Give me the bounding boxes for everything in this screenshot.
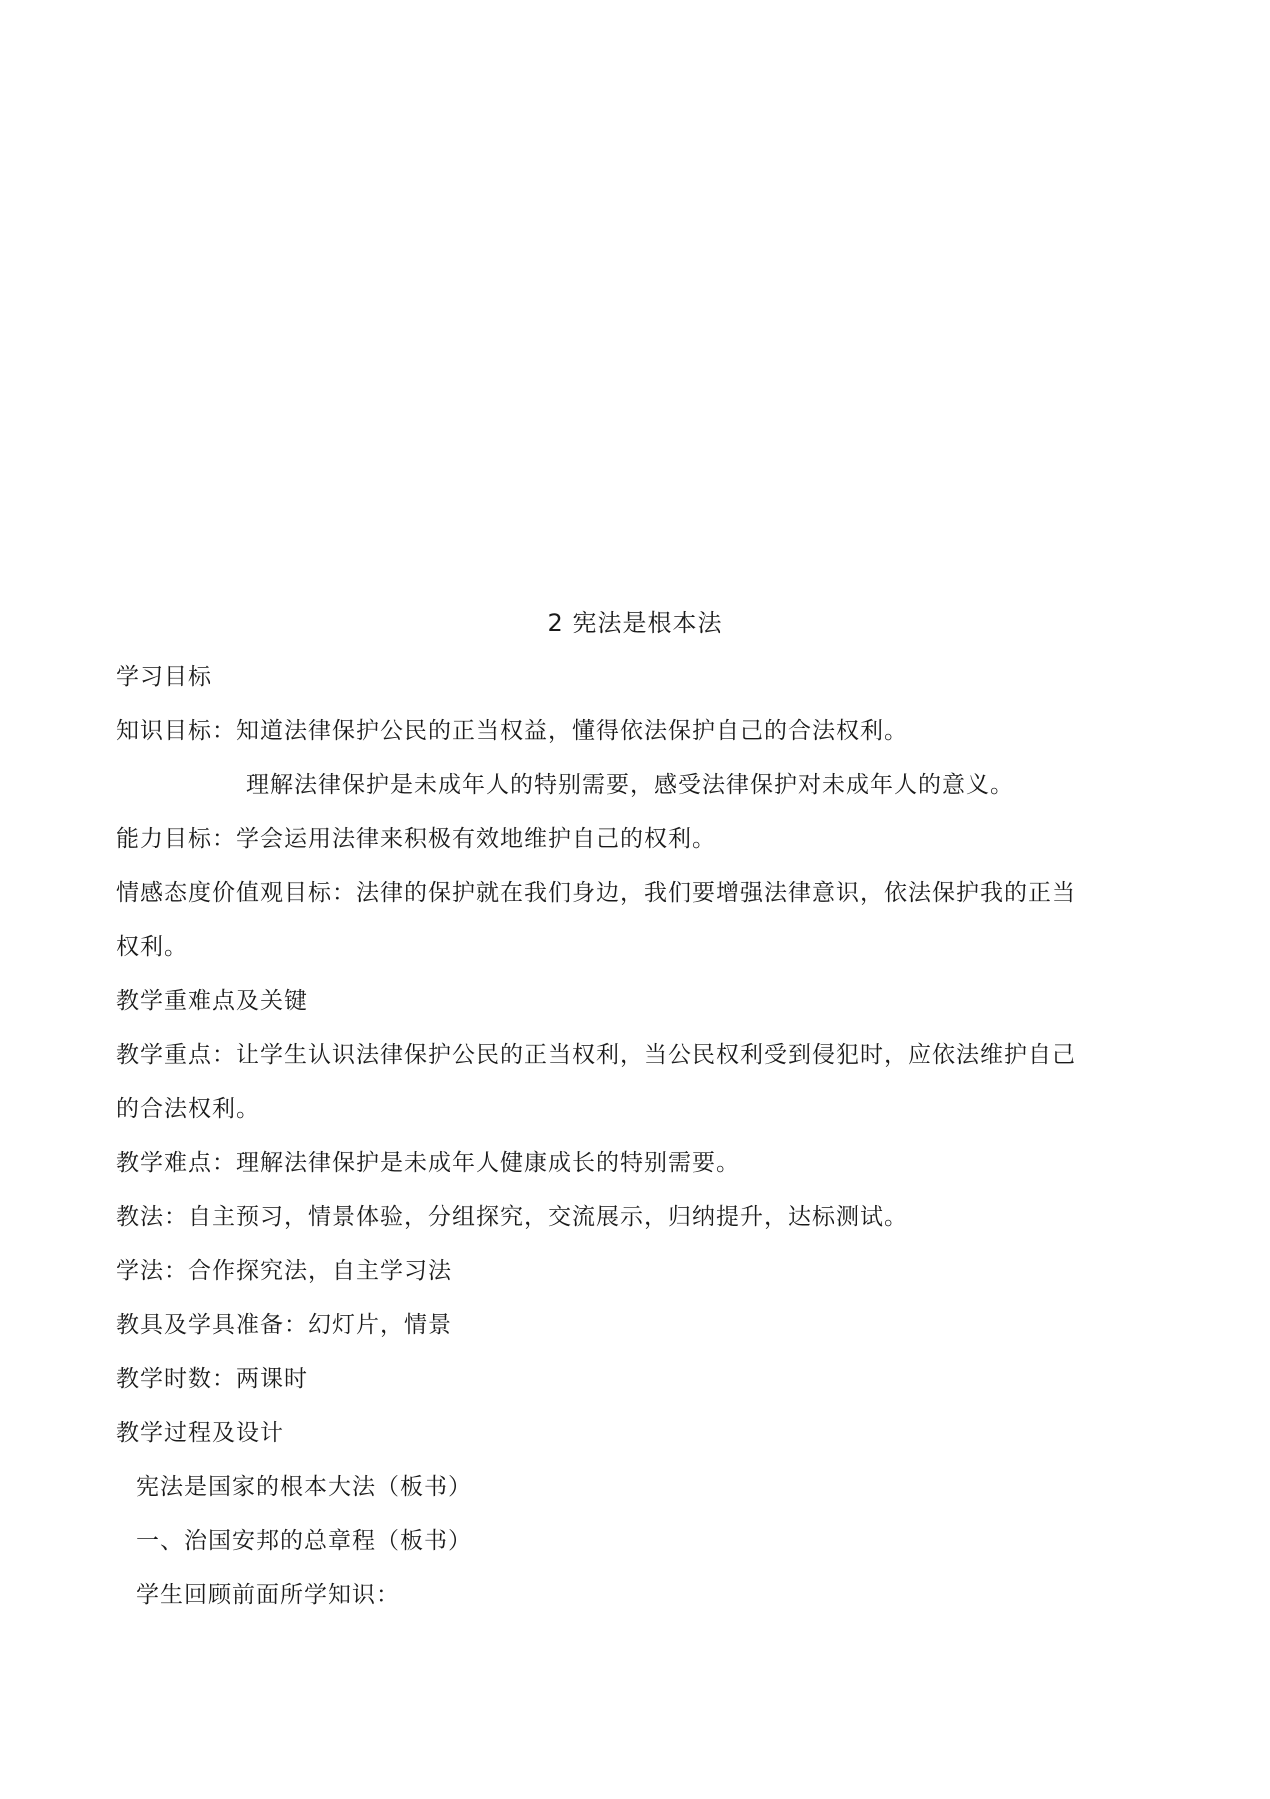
paragraph-teaching-focus-continued: 的合法权利。	[116, 1096, 260, 1122]
paragraph-teaching-difficulty: 教学难点：理解法律保护是未成年人健康成长的特别需要。	[116, 1150, 740, 1176]
paragraph-teaching-focus: 教学重点：让学生认识法律保护公民的正当权利，当公民权利受到侵犯时，应依法维护自己	[116, 1042, 1076, 1068]
paragraph-teaching-methods: 教法：自主预习，情景体验，分组探究，交流展示，归纳提升，达标测试。	[116, 1204, 908, 1230]
board-note-constitution: 宪法是国家的根本大法（板书）	[136, 1474, 472, 1500]
document-title: 2 宪法是根本法	[547, 609, 723, 637]
paragraph-teaching-aids: 教具及学具准备：幻灯片，情景	[116, 1312, 452, 1338]
paragraph-knowledge-goal: 知识目标：知道法律保护公民的正当权益，懂得依法保护自己的合法权利。	[116, 718, 908, 744]
board-note-section-one: 一、治国安邦的总章程（板书）	[136, 1528, 472, 1554]
paragraph-knowledge-goal-continued: 理解法律保护是未成年人的特别需要，感受法律保护对未成年人的意义。	[246, 772, 1014, 798]
document-body	[116, 660, 1096, 1632]
paragraph-emotion-goal: 情感态度价值观目标：法律的保护就在我们身边，我们要增强法律意识，依法保护我的正当	[116, 880, 1076, 906]
paragraph-class-hours: 教学时数：两课时	[116, 1366, 308, 1392]
paragraph-ability-goal: 能力目标：学会运用法律来积极有效地维护自己的权利。	[116, 826, 716, 852]
paragraph-emotion-goal-continued: 权利。	[116, 934, 188, 960]
section-heading-teaching-process: 教学过程及设计	[116, 1420, 284, 1446]
paragraph-learning-methods: 学法：合作探究法，自主学习法	[116, 1258, 452, 1284]
paragraph-student-review: 学生回顾前面所学知识：	[136, 1582, 400, 1608]
section-heading-key-points: 教学重难点及关键	[116, 988, 308, 1014]
section-heading-learning-goals: 学习目标	[116, 664, 212, 690]
